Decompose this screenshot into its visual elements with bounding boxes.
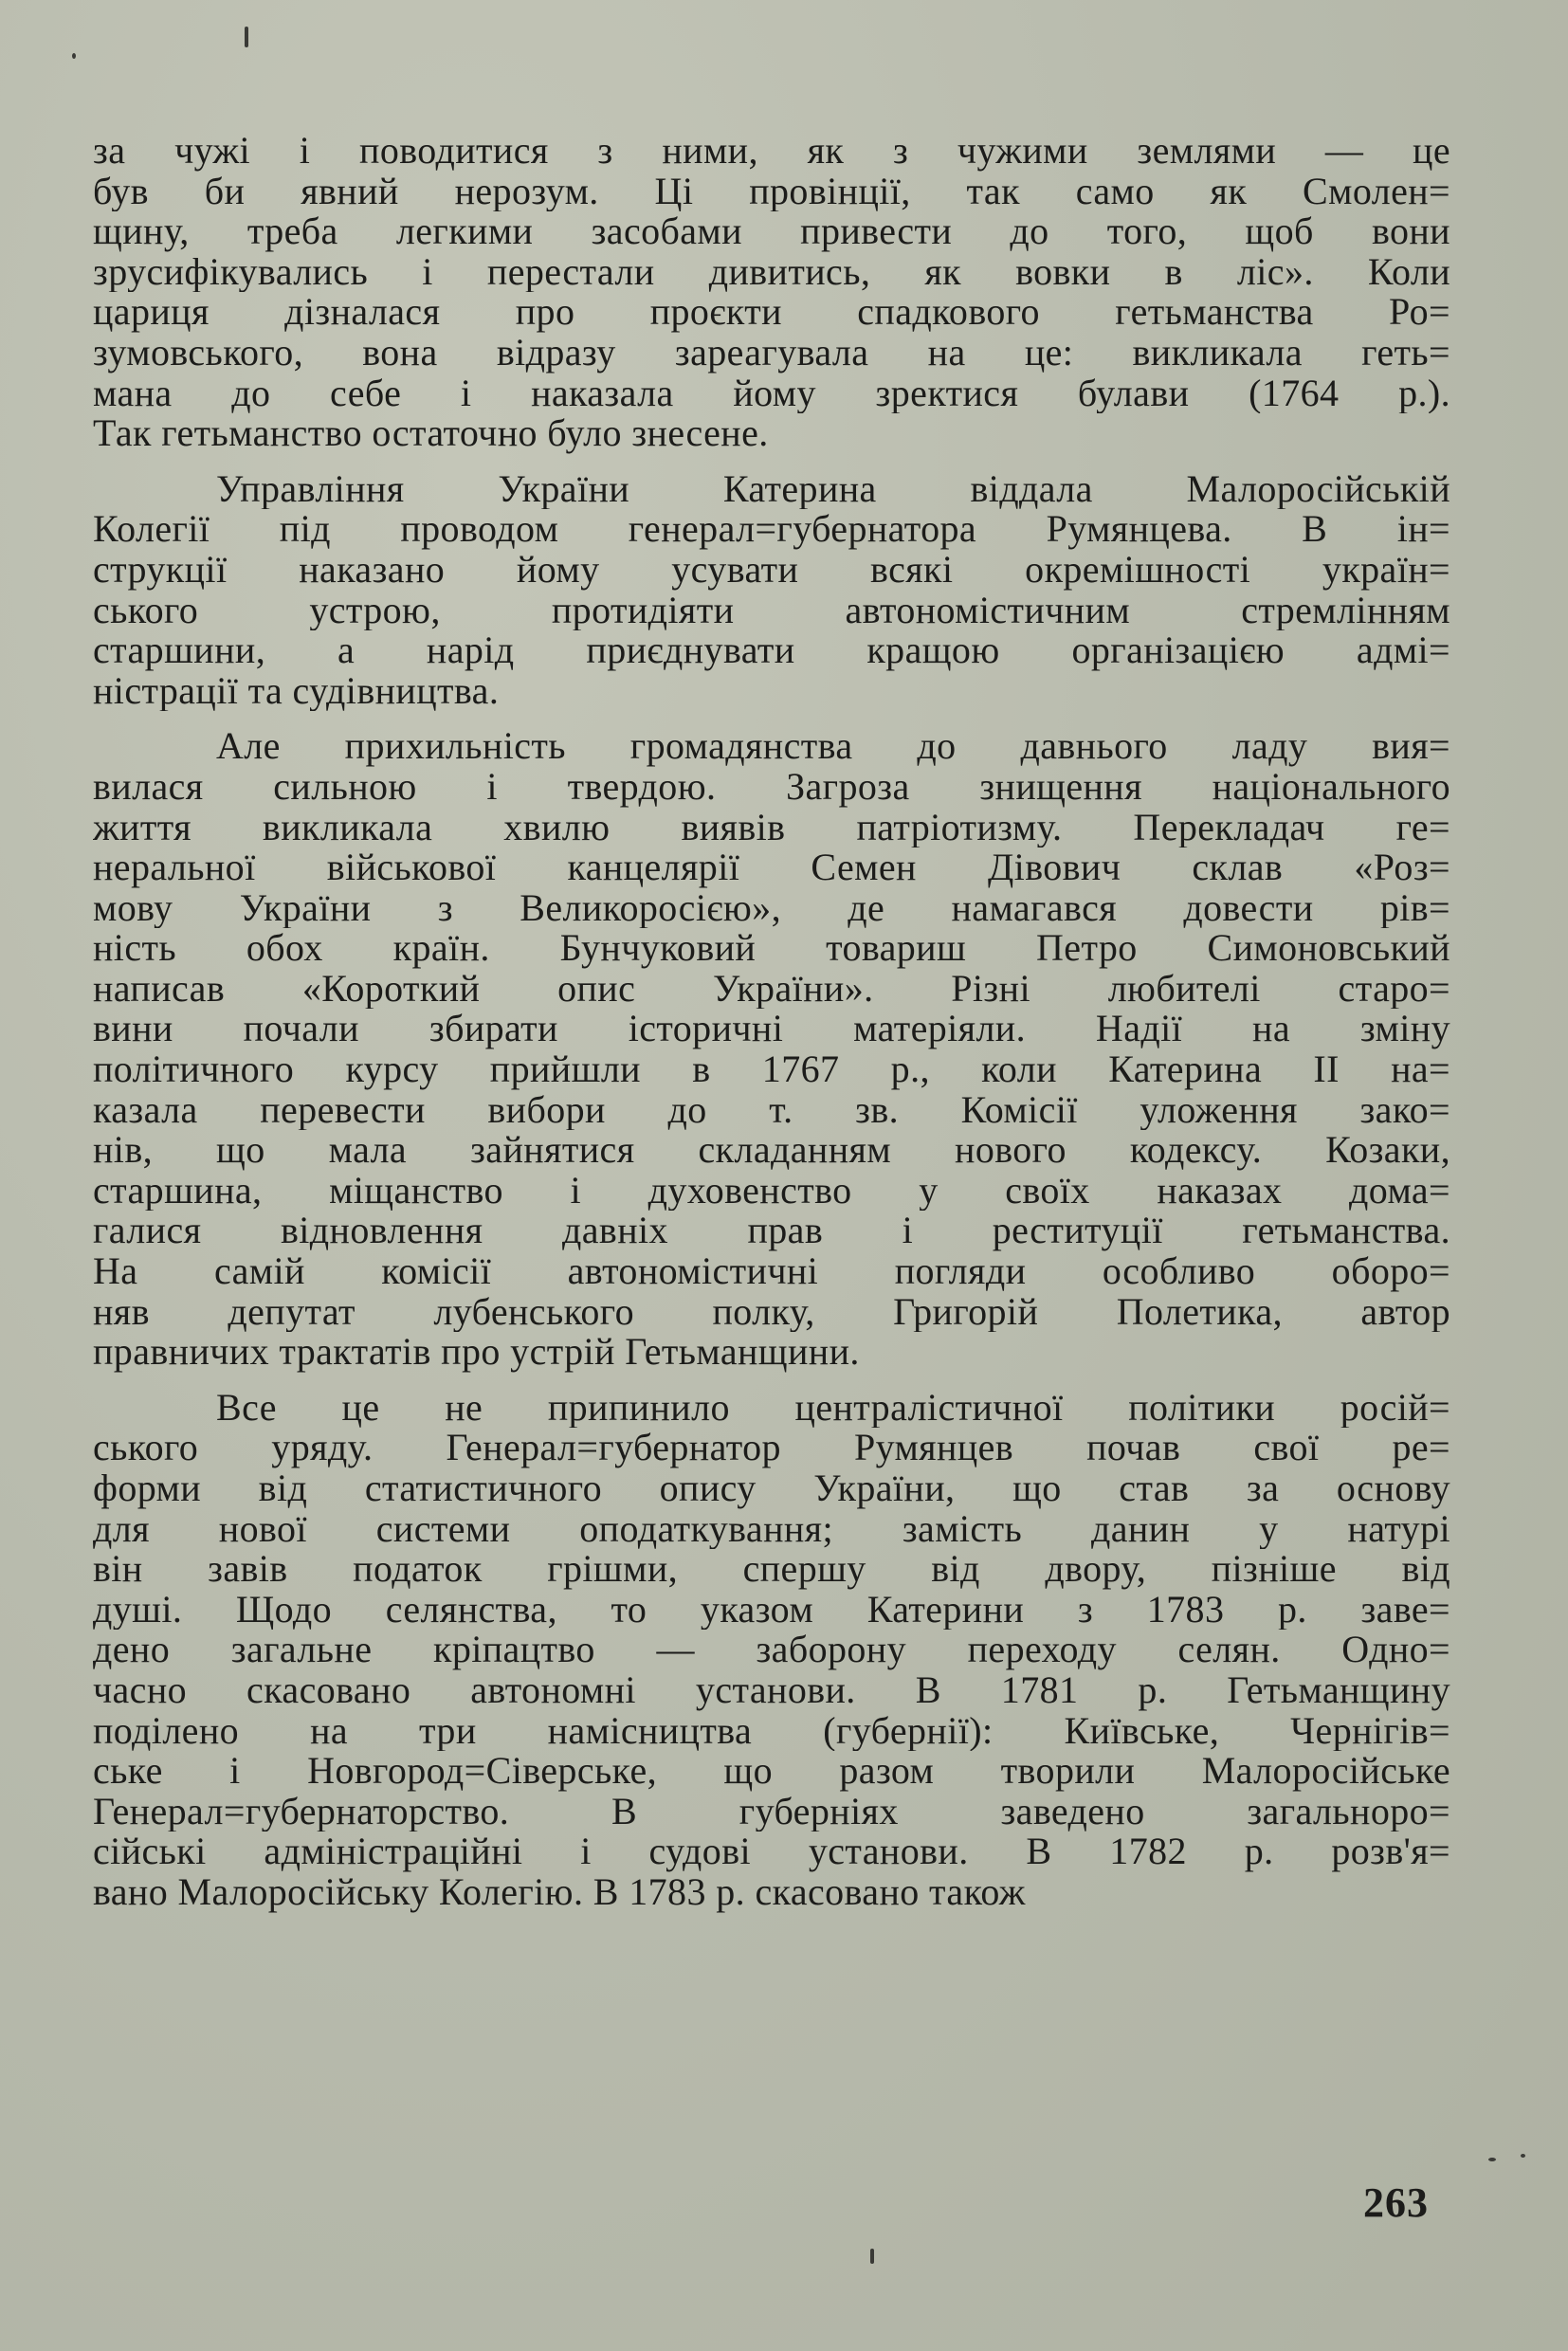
text-line: галися відновлення давніх прав і реституції гетьманства.: [93, 1211, 1450, 1252]
text-line: ського устрою, протидіяти автономістичним стремлінням: [93, 590, 1450, 631]
text-line: На самій комісії автономістичні погляди особливо оборо=: [93, 1251, 1450, 1292]
text-line: казала перевести вибори до т. зв. Комісії уложення зако=: [93, 1089, 1450, 1131]
text-line: душі. Щодо селянства, то указом Катерини з 1783 р. заве=: [93, 1589, 1450, 1631]
text-line: зумовського, вона відразу зареагувала на це: викликала геть=: [93, 332, 1450, 374]
text-line: неральної військової канцелярії Семен Дівович склав «Роз=: [93, 847, 1450, 888]
text-line: форми від статистичного опису України, що став за основу: [93, 1468, 1450, 1509]
text-line: дено загальне кріпацтво — заборону переходу селян. Одно=: [93, 1630, 1450, 1670]
text-line: Але прихильність громадянства до давнього ладу вия=: [216, 726, 1450, 767]
paragraph-2: [93, 469, 1450, 712]
text-line: був би явний нерозум. Ці провінції, так само як Смолен=: [93, 171, 1450, 212]
paragraph-3: [93, 726, 1450, 1373]
paragraph-4: [93, 1388, 1450, 1913]
text-line: ність обох країн. Бунчуковий товариш Петро Симоновський: [93, 928, 1450, 969]
text-line: політичного курсу прийшли в 1767 р., коли Катерина II на=: [93, 1049, 1450, 1090]
text-line: поділено на три намісництва (губернії): Київське, Чернігів=: [93, 1710, 1450, 1752]
text-line: за чужі і поводитися з ними, як з чужими землями — це: [93, 131, 1450, 172]
page-number: 263: [1363, 2179, 1429, 2226]
text-line: Генерал=губернаторство. В губерніях заведено загальноро=: [93, 1791, 1450, 1832]
text-line: Управління України Катерина віддала Малоросійській: [216, 468, 1450, 510]
text-line: щину, треба легкими засобами привести до того, щоб вони: [93, 211, 1450, 252]
scan-speck: [72, 53, 76, 59]
text-line: правничих трактатів про устрій Гетьманщини.: [93, 1332, 860, 1373]
text-line: няв депутат лубенського полку, Григорій Полетика, автор: [93, 1291, 1450, 1333]
text-line: старшина, міщанство і духовенство у своїх наказах дома=: [93, 1170, 1450, 1212]
text-line: цариця дізналася про проєкти спадкового гетьманства Ро=: [93, 292, 1450, 333]
text-line: струкції наказано йому усувати всякі окремішності україн=: [93, 549, 1450, 591]
scan-speck: [1521, 2154, 1525, 2158]
text-line: старшини, а нарід приєднувати кращою організацією адмі=: [93, 630, 1450, 671]
text-line: часно скасовано автономні установи. В 1781 р. Гетьманщину: [93, 1669, 1450, 1711]
text-line: мову України з Великоросією», де намагався довести рів=: [93, 887, 1450, 929]
paragraph-1: [93, 131, 1450, 454]
text-line: написав «Короткий опис України». Різні любителі старо=: [93, 968, 1450, 1010]
text-line: Колегії під проводом генерал=губернатора Румянцева. В ін=: [93, 509, 1450, 550]
text-line: сійські адміністраційні і судові установи. В 1782 р. розв'я=: [93, 1832, 1450, 1872]
page-text: [93, 131, 1450, 1913]
text-line: життя викликала хвилю виявів патріотизму. Перекладач ге=: [93, 807, 1450, 848]
text-line: він завів податок грішми, спершу від двору, пізніше від: [93, 1549, 1450, 1590]
scan-speck: [870, 2249, 874, 2264]
text-line: вилася сильною і твердою. Загроза знищення національного: [93, 766, 1450, 808]
text-line: мана до себе і наказала йому зректися булави (1764 р.).: [93, 373, 1450, 414]
text-line: зрусифікувались і перестали дивитись, як вовки в ліс». Коли: [93, 251, 1450, 293]
text-line: нів, що мала зайнятися складанням нового кодексу. Козаки,: [93, 1130, 1450, 1171]
text-line: ського уряду. Генерал=губернатор Румянцев почав свої ре=: [93, 1428, 1450, 1468]
text-line: ністрації та судівництва.: [93, 670, 500, 712]
scan-speck: [1488, 2158, 1496, 2161]
text-line: Так гетьманство остаточно було знесене.: [93, 413, 769, 454]
scan-speck: [245, 27, 248, 47]
text-line: Все це не припинило централістичної політики росій=: [216, 1387, 1450, 1429]
text-line: для нової системи оподаткування; замість данин у натурі: [93, 1508, 1450, 1550]
text-line: вано Малоросійську Колегію. В 1783 р. скасовано також: [93, 1871, 1026, 1913]
text-line: ське і Новгород=Сіверське, що разом творили Малоросійське: [93, 1751, 1450, 1792]
text-line: вини почали збирати історичні матеріяли. Надії на зміну: [93, 1009, 1450, 1050]
